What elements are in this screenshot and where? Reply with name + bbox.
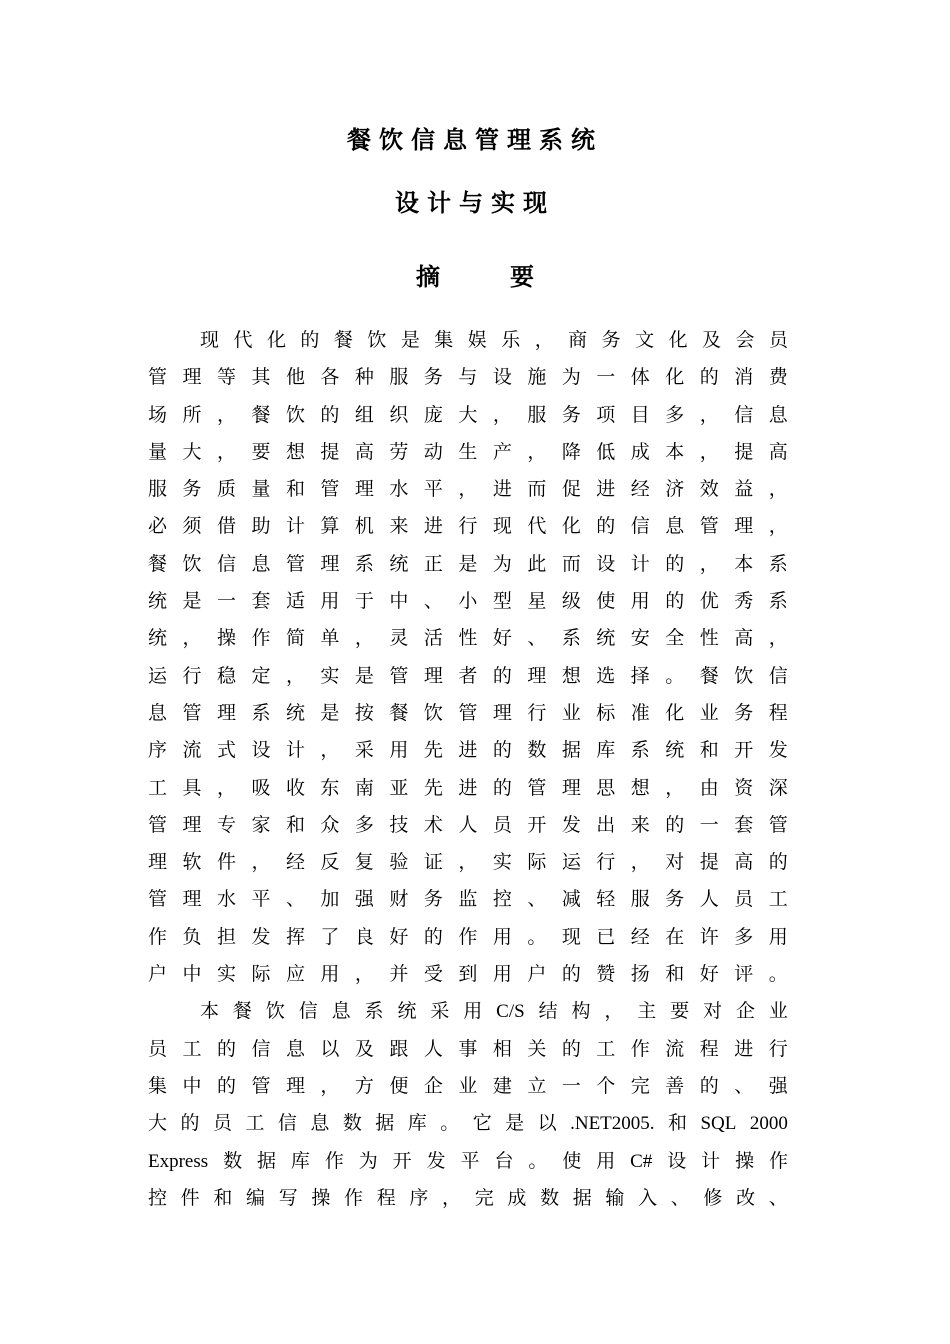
text-line: Express 数 据 库 作 为 开 发 平 台 。 使 用 C# 设 计 操 作 [148, 1149, 788, 1172]
text-line: 服 务 质 量 和 管 理 水 平 ， 进 而 促 进 经 济 效 益 ， [148, 478, 788, 501]
text-line: 管 理 水 平 、 加 强 财 务 监 控 、 减 轻 服 务 人 员 工 [148, 888, 788, 911]
text-line: 必 须 借 助 计 算 机 来 进 行 现 代 化 的 信 息 管 理 ， [148, 515, 788, 538]
abstract-heading: 摘要 [416, 262, 604, 291]
text-line: 现 代 化 的 餐 饮 是 集 娱 乐 ， 商 务 文 化 及 会 员 [200, 329, 788, 351]
text-line: 息 管 理 系 统 是 按 餐 饮 管 理 行 业 标 准 化 业 务 程 [148, 701, 788, 724]
abstract-paragraph-1 [148, 322, 788, 993]
abstract-paragraph-2 [148, 993, 788, 1217]
text-line: 管 理 等 其 他 各 种 服 务 与 设 施 为 一 体 化 的 消 费 [148, 366, 788, 389]
text-line: 理 软 件 ， 经 反 复 验 证 ， 实 际 运 行 ， 对 提 高 的 [148, 851, 788, 874]
text-line: 餐 饮 信 息 管 理 系 统 正 是 为 此 而 设 计 的 ， 本 系 [148, 552, 788, 575]
text-line: 序 流 式 设 计 ， 采 用 先 进 的 数 据 库 系 统 和 开 发 [148, 739, 788, 762]
text-line: 员 工 的 信 息 以 及 跟 人 事 相 关 的 工 作 流 程 进 行 [148, 1037, 788, 1060]
document-title: 餐饮信息管理系统 [347, 125, 603, 154]
abstract-body [148, 322, 788, 1217]
text-line: 统 是 一 套 适 用 于 中 、 小 型 星 级 使 用 的 优 秀 系 [148, 590, 788, 613]
text-line: 量 大 ， 要 想 提 高 劳 动 生 产 ， 降 低 成 本 ， 提 高 [148, 440, 788, 463]
text-line: 运 行 稳 定 ， 实 是 管 理 者 的 理 想 选 择 。 餐 饮 信 [148, 664, 788, 687]
text-line: 集 中 的 管 理 ， 方 便 企 业 建 立 一 个 完 善 的 、 强 [148, 1074, 788, 1097]
text-line: 统 ， 操 作 简 单 ， 灵 活 性 好 、 系 统 安 全 性 高 ， [148, 627, 788, 650]
text-line: 工 具 ， 吸 收 东 南 亚 先 进 的 管 理 思 想 ， 由 资 深 [148, 776, 788, 799]
text-line: 管 理 专 家 和 众 多 技 术 人 员 开 发 出 来 的 一 套 管 [148, 813, 788, 836]
text-line: 作 负 担 发 挥 了 良 好 的 作 用 。 现 已 经 在 许 多 用 [148, 925, 788, 948]
document-subtitle: 设计与实现 [395, 188, 555, 217]
text-line: 户 中 实 际 应 用 ， 并 受 到 用 户 的 赞 扬 和 好 评 。 [148, 963, 788, 986]
text-line: 本 餐 饮 信 息 系 统 采 用 C/S 结 构 ， 主 要 对 企 业 [200, 1000, 788, 1023]
text-line: 大 的 员 工 信 息 数 据 库 。 它 是 以 .NET2005. 和 SQL 2000 [148, 1112, 788, 1135]
text-line: 场 所 ， 餐 饮 的 组 织 庞 大 ， 服 务 项 目 多 ， 信 息 [148, 403, 788, 426]
text-line: 控 件 和 编 写 操 作 程 序 ， 完 成 数 据 输 入 、 修 改 、 [148, 1186, 788, 1209]
